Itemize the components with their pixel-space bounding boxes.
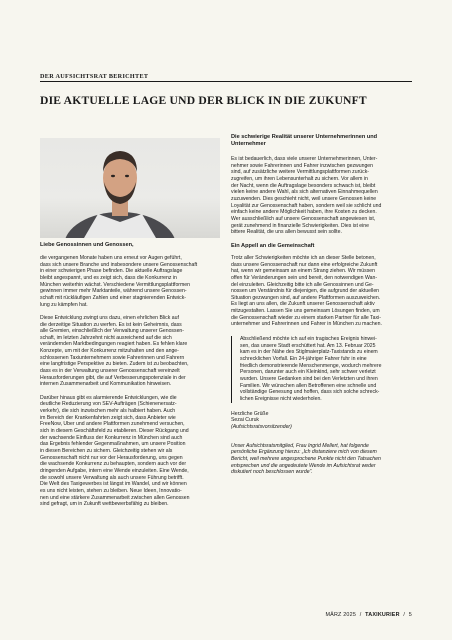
text-line: kam es in der Nähe des Stiglmaierplatz-Taxistands zu einem [240, 349, 378, 356]
text-line: sen, das unsere Stadt erschüttert hat. Am 13. Februar 2025 [240, 342, 376, 349]
text-line: Genossenschaft nicht nur vor der Herausforderung, uns gegen [40, 454, 183, 461]
text-line: verkehr), die sich inzwischen mehr als halbiert haben. Auch [40, 407, 176, 414]
right-paragraph-1 [231, 156, 413, 236]
right-column [231, 134, 413, 476]
text-line: sich in diesem Geschäftsfeld zu etablieren. Dieser Rückgang und [40, 427, 189, 434]
signoff [231, 411, 413, 431]
text-line: Unser Aufsichtsratsmitglied, Frau Ingrid Mellert, hat folgende [231, 442, 369, 449]
incident-quote-box [231, 336, 413, 403]
text-line: Loyalität zur Genossenschaft haben, sondern weil sie schlicht und [231, 202, 382, 209]
text-line: Familien. Wir wünschen allen Betroffenen eine schnelle und [240, 382, 377, 389]
text-line: schlossenen Taxiunternehmern sowie Fahrerinnen und Fahrern [40, 354, 185, 361]
section-label: DER AUFSICHTSRAT BERICHTET [40, 73, 149, 80]
text-line: internen Zusammenarbeit und Kommunikation hinweisen. [40, 381, 172, 388]
issue-date: MÄRZ 2025 [325, 612, 357, 618]
text-line: die Genossenschaft wieder zu einem starken Partner für alle Taxi- [231, 314, 381, 321]
board-member-note [231, 443, 413, 476]
left-paragraph-2 [40, 315, 225, 388]
text-line: Es ist bedauerlich, dass viele unserer Unternehmerinnen, Unter- [231, 156, 378, 162]
text-line: Trotz aller Schwierigkeiten möchte ich an dieser Stelle betonen, [231, 254, 376, 261]
text-line: der wachsende Einfluss der Konkurrenz in München sind auch [40, 434, 183, 441]
closing: Herzliche Grüße [231, 410, 269, 417]
text-line: die derzeitige Situation zu werfen. Es ist kein Geheimnis, dass [40, 321, 182, 328]
text-line: es uns nicht leisten, stehen zu bleiben. Neue Ideen, Innovatio- [40, 487, 182, 494]
text-line: nen und eine stärkere Zusammenarbeit zwischen allen Genossen [40, 494, 190, 501]
text-line: wurden. Unsere Gedanken sind bei den Verletzten und ihren [240, 376, 378, 383]
text-line: schaft, im letzten Jahrzehnt nicht ausreichend auf die sich [40, 334, 172, 341]
text-line: unternehmer und Fahrerinnen und Fahrer in München zu machen. [231, 321, 382, 328]
text-line: nossen um Verständnis für diejenigen, die aufgrund der aktuellen [231, 288, 380, 295]
text-line: dass sich unsere Branche und insbesondere unsere Genossenschaft [40, 261, 198, 268]
text-line: lung zu kämpfen hat. [40, 301, 88, 308]
text-line: mitzugestalten. Lassen Sie uns gemeinsam Lösungen finden, um [231, 308, 380, 315]
portrait-photo [40, 138, 220, 238]
text-line: diskutiert noch beschlossen wurde“. [231, 469, 313, 476]
left-column [40, 255, 225, 508]
text-line: dringenden Aufgabe, intern eine Wende einzuleiten. Eine Wende, [40, 467, 189, 474]
article-headline: DIE AKTUELLE LAGE UND DER BLICK IN DIE ZUKUNFT [40, 94, 367, 107]
text-line: die wachsende Konkurrenz zu behaupten, sondern auch vor der [40, 461, 187, 468]
text-line: vollständige Genesung und hoffen, dass sich solche schreck- [240, 389, 380, 396]
text-line: Die Welt des Taxigewerbes ist längst im Wandel, und wir können [40, 481, 187, 488]
text-line: Herausforderungen gibt, die auf Verbesserungspotenziale in der [40, 374, 186, 381]
text-line: Wer ausschließlich auf unsere Genossenschaft angewiesen ist, [231, 215, 376, 222]
text-line: Personen, darunter auch ein Kleinkind, sehr schwer verletzt [240, 369, 376, 376]
signer-role: (Aufsichtsratsvorsitzender) [231, 423, 292, 430]
text-line: dass es in der Verwaltung unserer Genossenschaft vereinzelt [40, 368, 180, 375]
text-line: lichen Ereignisse nicht wiederholen. [240, 396, 322, 402]
greeting: Liebe Genossinnen und Genossen, [40, 242, 134, 248]
text-line: nehmer sowie Fahrerinnen und Fahrer inzwischen gezwungen [231, 162, 374, 169]
separator: / [359, 612, 362, 618]
text-line: Situation gezwungen sind, auf andere Plattformen auszuweichen. [231, 294, 381, 301]
text-line: im Bereich der Krankenfahrten zeigt sich, dass Anbieter wie [40, 414, 176, 421]
text-line: bleibt angespannt, und es zeigt sich, dass die Konkurrenz in [40, 274, 177, 281]
top-divider [40, 81, 412, 82]
text-line: gerät zunehmend in finanzielle Schwierigkeiten. Dies ist eine [231, 222, 370, 229]
text-line: deutliche Reduzierung von SEV-Aufträgen (Schienenersatz- [40, 401, 177, 408]
text-line: entsprechen und die angedeutete Wende im Aufsichtsrat weder [231, 462, 376, 469]
text-line: schaft mit rückläufigen Zahlen und einer stagnierenden Entwick- [40, 294, 187, 301]
text-line: die sowohl unsere Verwaltung als auch unsere Führung betrifft. [40, 474, 184, 481]
text-line: schrecklichen Vorfall. Ein 24-jähriger Fahrer fuhr in eine [240, 356, 367, 363]
text-line: in einer schwierigen Phase befinden. Die aktuelle Auftragslage [40, 268, 183, 275]
text-line: zugreifen, um ihren Lebensunterhalt zu sichern. Vor allem in [231, 175, 368, 182]
text-line: einfach keine andere Möglichkeit haben, ihre Kosten zu decken. [231, 209, 377, 216]
text-line: persönliche Ergänzung hierzu: „Ich distanziere mich von diesem [231, 449, 377, 456]
text-line: bittere Realität, die uns allen bewusst sein sollte. [231, 229, 342, 236]
signer-name: Sezai Curuk [231, 417, 259, 424]
text-line: FreeNow, Uber und andere Plattformen zunehmend versuchen, [40, 421, 185, 428]
text-line: Konzepte, um mit der Konkurrenz mitzuhalten und den ange- [40, 348, 179, 355]
subheading-reality: Die schwierige Realität unserer Unternehmerinnen und Unternehmer [231, 134, 378, 147]
text-line: verändernden Marktbedingungen reagiert haben. Es fehlen klare [40, 341, 188, 348]
text-line: vielen keine andere Wahl, als sich alternativen Einnahmequellen [231, 189, 378, 196]
text-line: eine langfristige Perspektive zu bieten. Zudem ist zu beobachten, [40, 361, 189, 368]
text-line: der Nacht, wenn die Auftragslage besonders schwach ist, bleibt [231, 182, 376, 189]
subheading-appeal: Ein Appell an die Gemeinschaft [231, 242, 315, 249]
text-line: dass unsere Genossenschaft nur dann eine erfolgreiche Zukunft [231, 261, 378, 268]
text-line: in diesen Bereichen zu sichern. Gleichzeitig stehen wir als [40, 447, 173, 454]
text-line: zuzuwenden. Dies geschieht nicht, weil unsere Genossen keine [231, 195, 377, 202]
page-number: 5 [408, 612, 412, 618]
text-line: sind, auf zusätzliche weitere Vermittlungsplattformen zurück- [231, 169, 370, 176]
text-line: Diese Entwicklung zwingt uns dazu, einen ehrlichen Blick auf [40, 314, 179, 321]
text-line: Abschließend möchte ich auf ein tragisches Ereignis hinwei- [240, 336, 377, 343]
text-line: sind gefragt, um in Zukunft wettbewerbsfähig zu bleiben. [40, 501, 169, 508]
text-line: hat, wenn wir gemeinsam an einem Strang ziehen. Wir müssen [231, 268, 376, 275]
separator: / [403, 612, 406, 618]
text-line: München weiterhin wächst. Verschiedene Vermittlungsplattformen [40, 281, 191, 288]
magazine-name: TAXIKURIER [365, 612, 400, 618]
text-line: alle Gremien, einschließlich der Verwaltung unserer Genossen- [40, 328, 185, 335]
text-line: das Ergebnis fehlender Gegenmaßnahmen, um unsere Position [40, 441, 186, 448]
text-line: Darüber hinaus gibt es alarmierende Entwicklungen, wie die [40, 394, 177, 401]
text-line: Es liegt an uns allen, die Zukunft unserer Genossenschaft aktiv [231, 301, 375, 308]
left-paragraph-1 [40, 255, 225, 308]
left-paragraph-3 [40, 395, 225, 508]
text-line: del einzuleiten. Gleichzeitig bitte ich alle Genossinnen und Ge- [231, 281, 374, 288]
text-line: gewinnen immer mehr Marktanteile, während unsere Genossen- [40, 288, 187, 295]
text-line: die vergangenen Monate haben uns erneut vor Augen geführt, [40, 255, 182, 261]
text-line: offen für Veränderungen sein und bereit, den notwendigen Wan- [231, 274, 378, 281]
text-line: Bericht, weil mehrere angesprochene Punkte nicht den Tatsachen [231, 455, 381, 462]
text-line: friedlich demonstrierende Menschenmenge, wodurch mehrere [240, 362, 382, 369]
right-paragraph-2 [231, 255, 413, 328]
page-footer [325, 612, 412, 618]
